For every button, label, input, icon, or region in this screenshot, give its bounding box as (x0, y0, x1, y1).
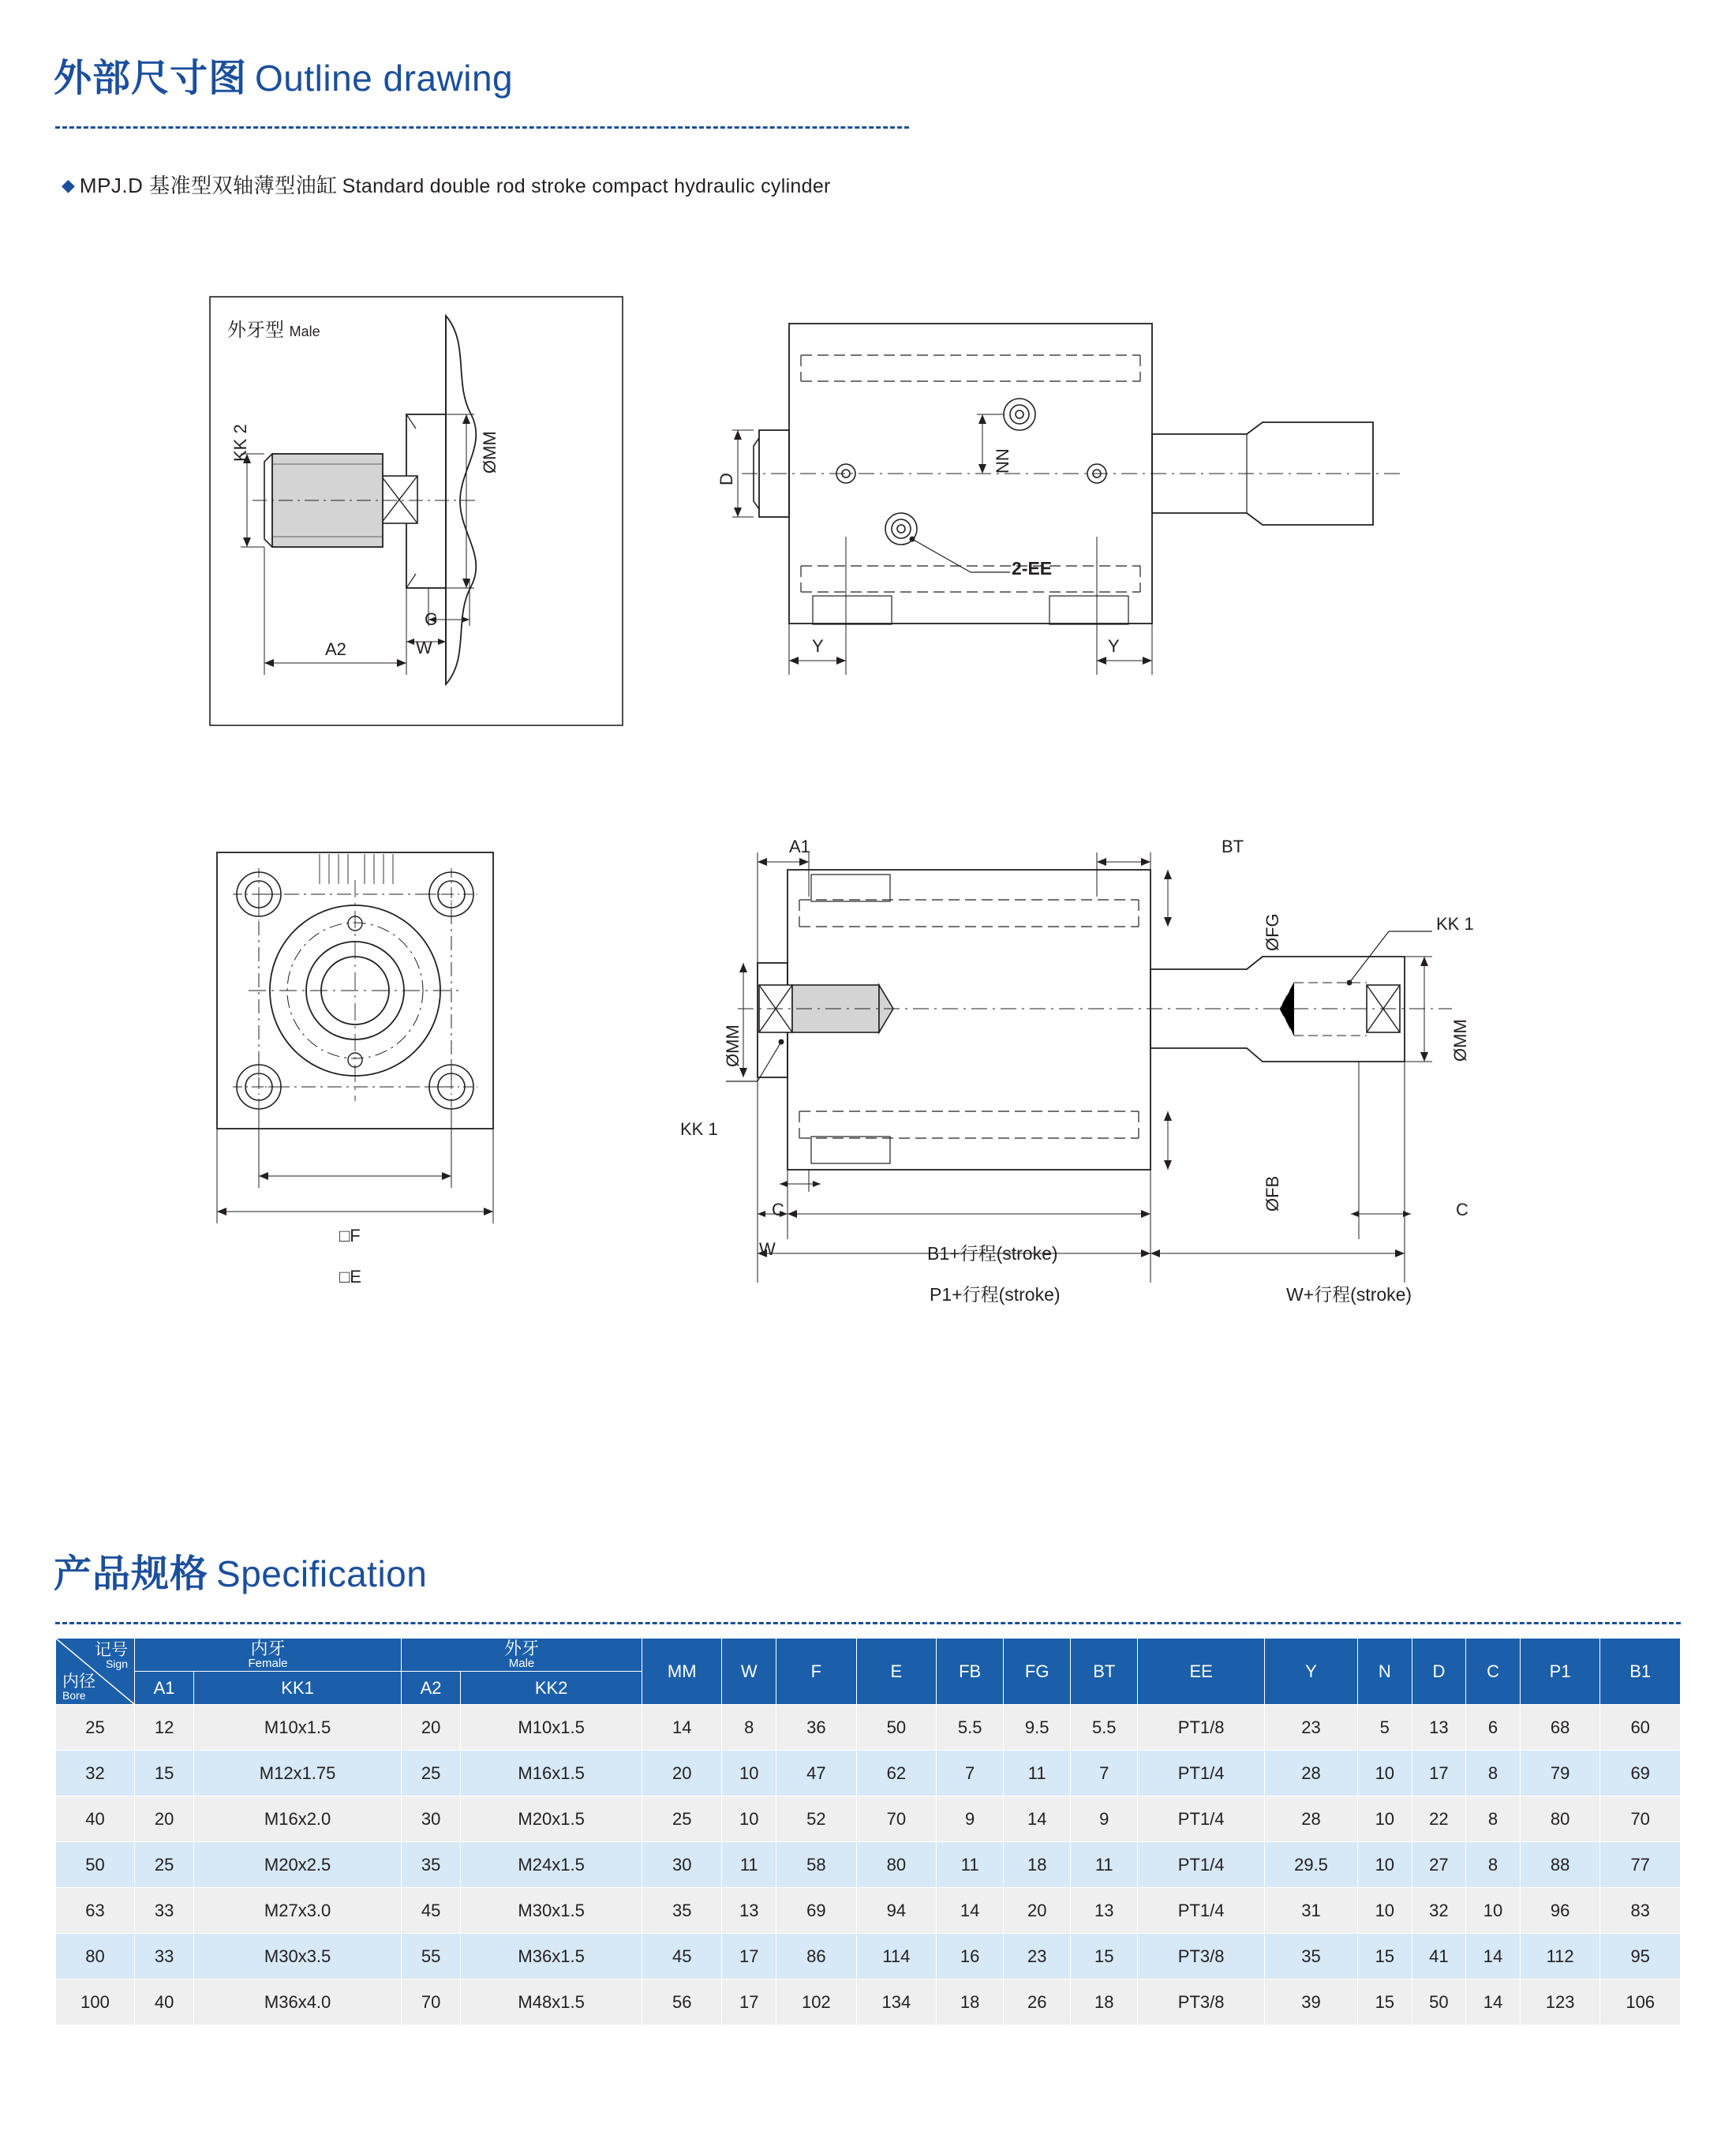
a1-dim-label (789, 837, 810, 857)
kk1-label-left (680, 1119, 718, 1140)
y-dim-label-left (812, 636, 824, 657)
table-row (56, 1705, 1681, 1751)
e-text: □E (339, 1267, 361, 1287)
cell-F: 86 (776, 1934, 857, 1980)
cell-FG: 18 (1004, 1842, 1071, 1888)
c-dim-label-right (1456, 1200, 1468, 1220)
y-text-right: Y (1108, 636, 1120, 656)
header-sign-en: Sign (105, 1657, 128, 1670)
mm-dim-label-detail (480, 431, 500, 474)
table-body (56, 1705, 1681, 2025)
cell-E: 80 (856, 1842, 937, 1888)
cell-B1: 95 (1600, 1934, 1681, 1980)
cell-FB: 11 (937, 1842, 1004, 1888)
cell-E: 50 (856, 1705, 937, 1751)
table-header-row-1 (56, 1639, 1681, 1672)
cell-W: 13 (722, 1888, 776, 1934)
cell-A2: 30 (402, 1796, 461, 1842)
cell-Y: 39 (1265, 1980, 1358, 2025)
cell-bore: 25 (56, 1705, 135, 1751)
cell-KK2: M48x1.5 (461, 1980, 642, 2025)
cell-A2: 55 (402, 1934, 461, 1980)
cell-A2: 35 (402, 1842, 461, 1888)
a1-text: A1 (789, 837, 810, 856)
cell-E: 70 (856, 1796, 937, 1842)
end-flange-view-drawing (201, 837, 517, 1279)
header-bore-zh: 内径 (62, 1672, 95, 1691)
cell-N: 15 (1358, 1934, 1412, 1980)
cell-EE: PT1/8 (1138, 1705, 1265, 1751)
cell-EE: PT1/4 (1138, 1842, 1265, 1888)
ee-port-label (1012, 558, 1052, 579)
cell-D: 13 (1412, 1705, 1466, 1751)
c-dim-label-detail (425, 609, 437, 630)
cell-KK2: M24x1.5 (461, 1842, 642, 1888)
cell-bore: 100 (56, 1980, 135, 2025)
kk1-label-right (1436, 914, 1474, 935)
male-label-en: Male (289, 324, 320, 339)
cell-D: 50 (1412, 1980, 1466, 2025)
cell-W: 17 (722, 1980, 776, 2025)
male-box-label (227, 314, 320, 342)
header-col-P1: P1 (1520, 1639, 1600, 1705)
cell-Y: 35 (1265, 1934, 1358, 1980)
b1-stroke-label (927, 1239, 1058, 1265)
diamond-icon: ◆ (62, 175, 75, 195)
subtitle-en: Standard double rod stroke compact hydraulic cylinder (342, 175, 831, 197)
cell-F: 69 (776, 1888, 857, 1934)
cell-B1: 77 (1600, 1842, 1681, 1888)
cell-KK2: M10x1.5 (461, 1705, 642, 1751)
cell-MM: 45 (642, 1934, 722, 1980)
table-row (56, 1842, 1681, 1888)
y-dim-label-right (1108, 636, 1120, 657)
fg-text: ØFG (1263, 913, 1282, 951)
p1-stroke-text: P1+行程(stroke) (930, 1284, 1061, 1305)
cell-C: 8 (1466, 1751, 1521, 1796)
cell-EE: PT1/4 (1138, 1888, 1265, 1934)
b1-stroke-text: B1+行程(stroke) (927, 1243, 1058, 1264)
cell-W: 10 (722, 1751, 776, 1796)
header-female-zh: 内牙 (250, 1639, 286, 1659)
male-label-zh: 外牙型 (227, 320, 284, 341)
header-col-KK2: KK2 (461, 1672, 642, 1705)
p1-stroke-label (930, 1280, 1061, 1306)
cell-MM: 30 (642, 1842, 722, 1888)
cell-C: 8 (1466, 1842, 1521, 1888)
a2-text-detail: A2 (325, 639, 346, 659)
cell-bore: 40 (56, 1796, 135, 1842)
w-dim-label-left (759, 1239, 776, 1260)
cell-P1: 79 (1520, 1751, 1600, 1796)
cell-EE: PT3/8 (1138, 1934, 1265, 1980)
cell-KK2: M36x1.5 (461, 1934, 642, 1980)
cell-N: 10 (1358, 1796, 1412, 1842)
kk1-text-left: KK 1 (680, 1119, 718, 1139)
cell-EE: PT1/4 (1138, 1751, 1265, 1796)
cell-FG: 11 (1004, 1751, 1071, 1796)
cell-BT: 15 (1071, 1934, 1138, 1980)
cell-KK1: M36x4.0 (194, 1980, 402, 2025)
w-text-detail: W (416, 638, 432, 657)
header-col-F: F (776, 1639, 857, 1705)
cell-FG: 23 (1004, 1934, 1071, 1980)
header-col-N: N (1358, 1639, 1412, 1705)
cell-B1: 60 (1600, 1705, 1681, 1751)
cell-FB: 16 (937, 1934, 1004, 1980)
a2-dim-label-detail (325, 639, 346, 660)
cell-FB: 9 (937, 1796, 1004, 1842)
header-female-group (135, 1639, 402, 1672)
cell-A1: 40 (135, 1980, 194, 2025)
cell-F: 52 (776, 1796, 857, 1842)
cell-BT: 18 (1071, 1980, 1138, 2025)
header-col-A2: A2 (402, 1672, 461, 1705)
cell-FB: 14 (937, 1888, 1004, 1934)
c-dim-label-left (772, 1200, 784, 1220)
cell-E: 134 (856, 1980, 937, 2025)
cell-F: 36 (776, 1705, 857, 1751)
cell-P1: 68 (1520, 1705, 1600, 1751)
kk2-dim-label (230, 424, 251, 462)
cell-N: 5 (1358, 1705, 1412, 1751)
cell-FB: 5.5 (937, 1705, 1004, 1751)
cell-D: 32 (1412, 1888, 1466, 1934)
cell-BT: 9 (1071, 1796, 1138, 1842)
subtitle-zh: MPJ.D 基准型双轴薄型油缸 (79, 174, 338, 197)
spec-title-zh: 产品规格 (54, 1553, 209, 1595)
ee-text: 2-EE (1012, 558, 1053, 579)
cell-MM: 56 (642, 1980, 722, 2025)
mm-dim-label-left (723, 1024, 743, 1067)
cell-MM: 14 (642, 1705, 722, 1751)
cell-Y: 29.5 (1265, 1842, 1358, 1888)
cell-A2: 20 (402, 1705, 461, 1751)
cell-EE: PT3/8 (1138, 1980, 1265, 2025)
cell-KK1: M27x3.0 (194, 1888, 402, 1934)
cell-Y: 28 (1265, 1796, 1358, 1842)
spec-title-en: Specification (216, 1553, 428, 1594)
cell-KK2: M30x1.5 (461, 1888, 642, 1934)
mm-text-right: ØMM (1450, 1019, 1470, 1062)
table-row (56, 1934, 1681, 1980)
bt-dim-label (1222, 837, 1244, 857)
d-text: D (716, 473, 736, 485)
cell-KK1: M20x2.5 (194, 1842, 402, 1888)
cell-KK2: M16x1.5 (461, 1751, 642, 1796)
cell-N: 10 (1358, 1842, 1412, 1888)
bt-text: BT (1222, 837, 1244, 856)
mm-text-left: ØMM (723, 1024, 743, 1067)
header-col-MM: MM (642, 1639, 722, 1705)
cell-bore: 63 (56, 1888, 135, 1934)
kk2-text: KK 2 (230, 424, 250, 462)
cell-W: 8 (722, 1705, 776, 1751)
header-col-C: C (1466, 1639, 1521, 1705)
header-col-D: D (1412, 1639, 1466, 1705)
cell-BT: 5.5 (1071, 1705, 1138, 1751)
fb-dim-label (1263, 1176, 1283, 1212)
c-text-right: C (1456, 1200, 1468, 1219)
cell-Y: 28 (1265, 1751, 1358, 1796)
d-dim-label (716, 473, 737, 485)
cell-B1: 83 (1600, 1888, 1681, 1934)
w-text-left: W (759, 1239, 776, 1259)
cell-C: 14 (1466, 1934, 1521, 1980)
e-dim-label (339, 1267, 361, 1287)
cell-Y: 23 (1265, 1705, 1358, 1751)
f-text: □F (339, 1226, 361, 1245)
cell-KK1: M16x2.0 (194, 1796, 402, 1842)
header-col-FB: FB (937, 1639, 1004, 1705)
cell-KK1: M30x3.5 (194, 1934, 402, 1980)
cell-E: 114 (856, 1934, 937, 1980)
cell-A1: 20 (135, 1796, 194, 1842)
cell-D: 27 (1412, 1842, 1466, 1888)
cell-D: 41 (1412, 1934, 1466, 1980)
cell-P1: 123 (1520, 1980, 1600, 2025)
header-male-group (402, 1639, 642, 1672)
cell-N: 15 (1358, 1980, 1412, 2025)
kk1-text-right: KK 1 (1436, 914, 1474, 934)
header-col-FG: FG (1004, 1639, 1071, 1705)
nn-dim-label (993, 448, 1013, 474)
cell-FG: 9.5 (1004, 1705, 1071, 1751)
cell-A1: 33 (135, 1934, 194, 1980)
cell-E: 94 (856, 1888, 937, 1934)
cell-P1: 88 (1520, 1842, 1600, 1888)
header-col-KK1: KK1 (194, 1672, 402, 1705)
cell-A1: 12 (135, 1705, 194, 1751)
outline-title-rule (55, 126, 909, 129)
header-col-EE: EE (1138, 1639, 1265, 1705)
cell-Y: 31 (1265, 1888, 1358, 1934)
table-row (56, 1796, 1681, 1842)
product-subtitle (62, 170, 831, 199)
cell-bore: 80 (56, 1934, 135, 1980)
header-col-A1: A1 (135, 1672, 194, 1705)
header-col-B1: B1 (1600, 1639, 1681, 1705)
cell-bore: 50 (56, 1842, 135, 1888)
table-row (56, 1751, 1681, 1796)
cell-F: 58 (776, 1842, 857, 1888)
cell-FG: 14 (1004, 1796, 1071, 1842)
header-col-W: W (722, 1639, 776, 1705)
cell-B1: 106 (1600, 1980, 1681, 2025)
cell-F: 47 (776, 1751, 857, 1796)
cell-F: 102 (776, 1980, 857, 2025)
cell-C: 6 (1466, 1705, 1521, 1751)
specification-title (54, 1543, 427, 1598)
spec-title-rule (55, 1622, 1681, 1624)
cell-B1: 70 (1600, 1796, 1681, 1842)
cell-E: 62 (856, 1751, 937, 1796)
c-text-left: C (772, 1200, 784, 1219)
specification-table (55, 1638, 1681, 2025)
cell-BT: 7 (1071, 1751, 1138, 1796)
mm-text-detail: ØMM (480, 431, 499, 474)
cell-KK2: M20x1.5 (461, 1796, 642, 1842)
cell-C: 14 (1466, 1980, 1521, 2025)
cell-C: 10 (1466, 1888, 1521, 1934)
cell-W: 10 (722, 1796, 776, 1842)
cell-C: 8 (1466, 1796, 1521, 1842)
outline-drawing-title (54, 47, 513, 102)
cell-A2: 45 (402, 1888, 461, 1934)
w-stroke-label (1286, 1280, 1412, 1306)
fb-text: ØFB (1263, 1175, 1282, 1212)
cell-KK1: M10x1.5 (194, 1705, 402, 1751)
cell-BT: 13 (1071, 1888, 1138, 1934)
cell-MM: 20 (642, 1751, 722, 1796)
header-male-zh: 外牙 (504, 1639, 540, 1659)
cell-A1: 15 (135, 1751, 194, 1796)
header-bore-en: Bore (62, 1689, 86, 1702)
cell-P1: 96 (1520, 1888, 1600, 1934)
c-text-detail: C (425, 609, 437, 629)
cell-FB: 7 (937, 1751, 1004, 1796)
mm-dim-label-right (1450, 1019, 1471, 1062)
cell-A1: 25 (135, 1842, 194, 1888)
header-col-E: E (856, 1639, 937, 1705)
header-col-BT: BT (1071, 1639, 1138, 1705)
cell-B1: 69 (1600, 1751, 1681, 1796)
cell-A1: 33 (135, 1888, 194, 1934)
header-male-en: Male (508, 1657, 535, 1671)
cell-A2: 70 (402, 1980, 461, 2025)
f-dim-label (339, 1226, 361, 1246)
cell-N: 10 (1358, 1888, 1412, 1934)
cell-FG: 20 (1004, 1888, 1071, 1934)
cell-MM: 35 (642, 1888, 722, 1934)
w-dim-label-detail (416, 638, 432, 658)
main-section-view-drawing (694, 821, 1499, 1310)
cell-N: 10 (1358, 1751, 1412, 1796)
cell-D: 17 (1412, 1751, 1466, 1796)
cell-MM: 25 (642, 1796, 722, 1842)
cell-EE: PT1/4 (1138, 1796, 1265, 1842)
y-text-left: Y (812, 636, 824, 656)
outline-title-en: Outline drawing (255, 58, 514, 99)
header-col-Y: Y (1265, 1639, 1358, 1705)
cell-KK1: M12x1.75 (194, 1751, 402, 1796)
cell-W: 17 (722, 1934, 776, 1980)
cell-FB: 18 (937, 1980, 1004, 2025)
w-stroke-text: W+行程(stroke) (1286, 1284, 1412, 1305)
cell-FG: 26 (1004, 1980, 1071, 2025)
outline-title-zh: 外部尺寸图 (54, 58, 248, 99)
male-thread-detail-drawing (209, 296, 623, 726)
cell-P1: 80 (1520, 1796, 1600, 1842)
nn-text: NN (993, 448, 1012, 474)
header-sign-zh: 记号 (95, 1641, 128, 1659)
cell-P1: 112 (1520, 1934, 1600, 1980)
header-female-en: Female (248, 1657, 288, 1671)
table-row (56, 1888, 1681, 1934)
cell-W: 11 (722, 1842, 776, 1888)
header-sign-bore (56, 1639, 135, 1705)
cell-bore: 32 (56, 1751, 135, 1796)
cell-D: 22 (1412, 1796, 1466, 1842)
table-row (56, 1980, 1681, 2025)
cell-A2: 25 (402, 1751, 461, 1796)
cell-BT: 11 (1071, 1842, 1138, 1888)
fg-dim-label (1263, 913, 1283, 951)
